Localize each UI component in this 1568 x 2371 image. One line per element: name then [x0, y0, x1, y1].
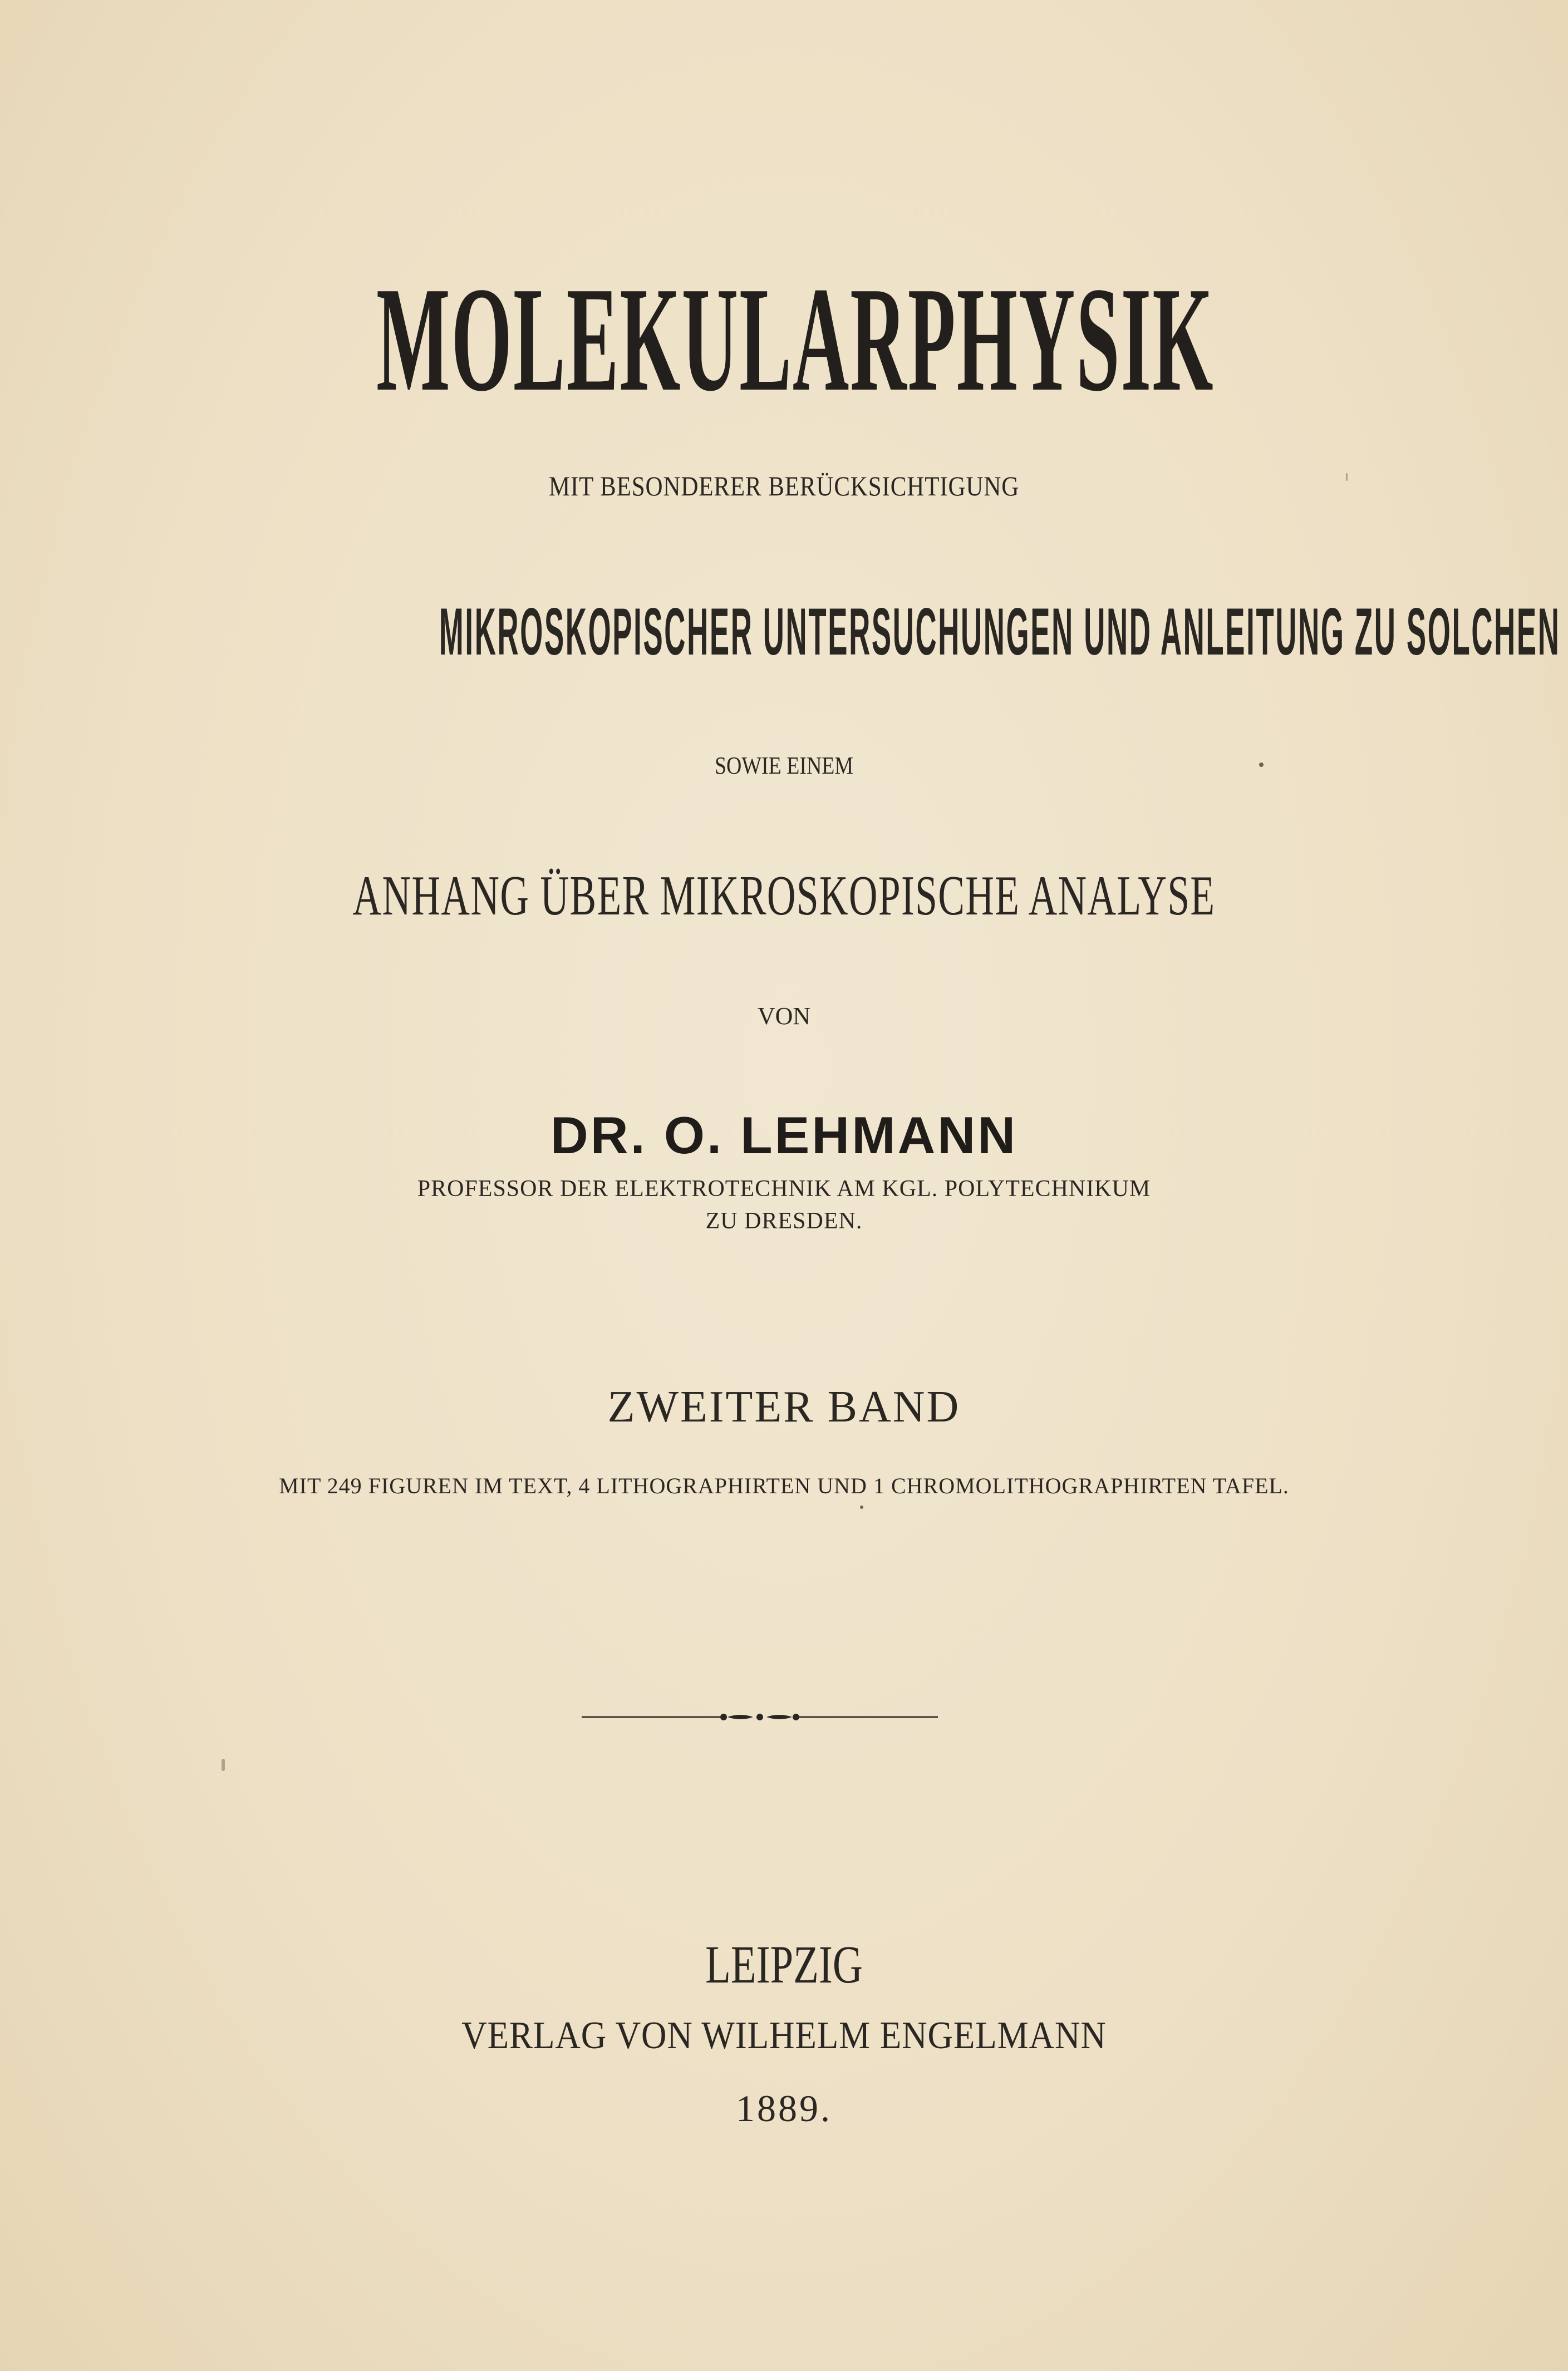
- subtitle-line-4: ANHANG ÜBER MIKROSKOPISCHE ANALYSE: [352, 864, 1216, 927]
- author-name: DR. O. LEHMANN: [550, 1106, 1018, 1164]
- paper-speck: [222, 1759, 225, 1771]
- volume-label: ZWEITER BAND: [607, 1383, 961, 1432]
- book-title: MOLEKULARPHYSIK: [376, 256, 1215, 422]
- subtitle-line-1: MIT BESONDERER BERÜCKSICHTIGUNG: [548, 470, 1020, 501]
- ornamental-divider: [582, 1709, 938, 1725]
- subtitle-line-2: MIKROSKOPISCHER UNTERSUCHUNGEN UND ANLEITUNG ZU SOLCHEN: [439, 594, 1561, 669]
- publication-year: 1889.: [736, 2087, 832, 2129]
- by-label: VON: [757, 1002, 811, 1030]
- publisher: VERLAG VON WILHELM ENGELMANN: [461, 2014, 1107, 2057]
- illustrations-note: MIT 249 FIGUREN IM TEXT, 4 LITHOGRAPHIRTEN UND 1 CHROMOLITHOGRAPHIRTEN TAFEL.: [279, 1473, 1289, 1498]
- author-affiliation-line-1: PROFESSOR DER ELEKTROTECHNIK AM KGL. POLYTECHNIKUM: [417, 1176, 1151, 1202]
- publication-place: LEIPZIG: [705, 1935, 863, 1994]
- author-affiliation-line-2: ZU DRESDEN.: [705, 1208, 863, 1234]
- subtitle-line-3: SOWIE EINEM: [714, 752, 854, 779]
- paper-speck: [1259, 763, 1264, 767]
- paper-speck: [860, 1506, 863, 1509]
- paper-speck: [1346, 473, 1348, 481]
